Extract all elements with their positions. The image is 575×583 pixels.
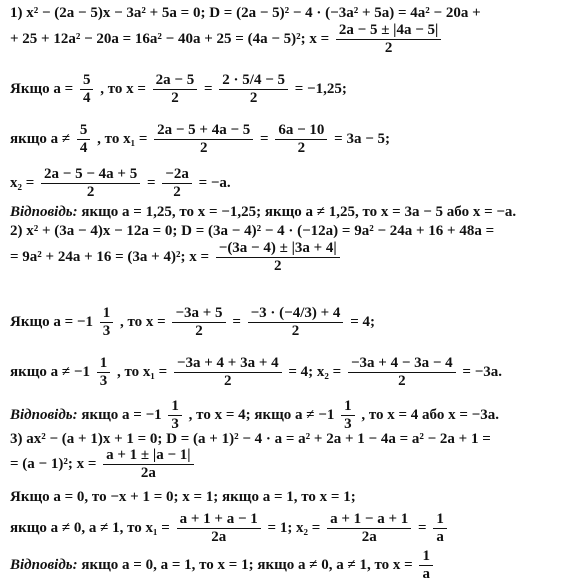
p2-root-numerator: −(3a − 4) ± |3a + 4| — [216, 240, 340, 258]
frac-den: 3 — [344, 416, 352, 432]
p1-x2-simplified — [162, 166, 192, 201]
p3-line-2 — [10, 447, 197, 482]
p3-x2-fraction — [327, 511, 411, 546]
equals-sign: = — [232, 313, 241, 330]
frac-den: 2 — [297, 140, 306, 156]
p1-line-5 — [10, 166, 231, 201]
p1-x1-result: = 3a − 5; — [334, 130, 390, 147]
p1-root-formula — [336, 22, 441, 57]
frac-den: 2 — [398, 373, 406, 389]
p2-case-then: , то x = — [119, 313, 166, 330]
p2-root-denominator: 2 — [274, 258, 282, 274]
p2-root-formula — [216, 240, 340, 275]
frac-num: −2a — [162, 166, 192, 184]
p3-x2-simplified — [433, 511, 447, 546]
p3-x1-result: = 1; x₂ = — [267, 519, 321, 536]
frac-num: 1 — [97, 355, 111, 373]
frac-num: 1 — [433, 511, 447, 529]
p2-else-label: якщо a ≠ −1 — [10, 363, 90, 380]
p3-line-4 — [10, 511, 450, 546]
p1-case-result: = −1,25; — [294, 80, 347, 97]
frac-num: −3 · (−4/3) + 4 — [248, 305, 344, 323]
frac-num: a + 1 − a + 1 — [327, 511, 411, 529]
frac-num: 1 — [100, 305, 114, 323]
frac-den: 2 — [249, 90, 258, 106]
frac-den: a — [436, 529, 444, 545]
p3-line-3: Якщо a = 0, то −x + 1 = 0; x = 1; якщо a = 1, то x = 1; — [10, 489, 356, 505]
p2-case-result: = 4; — [350, 313, 375, 330]
p3-root-denominator: 2a — [140, 465, 156, 481]
p3-root-formula — [103, 447, 193, 482]
frac-num: 2a − 5 — [153, 72, 198, 90]
frac-num: −3a + 5 — [172, 305, 225, 323]
p1-case-x-fraction — [153, 72, 198, 107]
p2-line-2 — [10, 240, 343, 275]
p1-x2-label: x₂ = — [10, 174, 35, 191]
p2-case-substitution — [248, 305, 344, 340]
p1-line-4 — [10, 122, 390, 157]
frac-num: 2a − 5 − 4a + 5 — [41, 166, 140, 184]
frac-den: 4 — [79, 140, 88, 156]
p2-answer-part-2: , то x = 4; якщо a ≠ −1 — [188, 406, 335, 423]
frac-den: 2 — [173, 184, 181, 200]
p1-else-then: , то x₁ = — [97, 130, 148, 147]
answer-label: Відповідь: — [10, 406, 78, 423]
p1-else-label: якщо a ≠ — [10, 130, 71, 147]
p1-line-2 — [10, 22, 444, 57]
frac-den: 2 — [224, 373, 232, 389]
p1-line-1: 1) x² − (2a − 5)x − 3a² + 5a = 0; D = (2a − 5)² − 4 · (−3a² + 5a) = 4a² − 20a + — [10, 5, 481, 21]
p2-answer-part-3: , то x = 4 або x = −3a. — [361, 406, 499, 423]
p2-case-mixed-fraction — [100, 305, 114, 340]
p3-answer-text: якщо a = 0, a = 1, то x = 1; якщо a ≠ 0, a ≠ 1, то x = — [81, 556, 413, 573]
equals-sign: = — [203, 80, 213, 97]
frac-num: 1 — [341, 398, 355, 416]
frac-den: 2a — [211, 529, 227, 545]
p3-root-numerator: a + 1 ± |a − 1| — [103, 447, 193, 465]
p2-x2-fraction — [348, 355, 456, 390]
p2-answer-mixed-fraction-2 — [341, 398, 355, 433]
p3-line-1: 3) ax² − (a + 1)x + 1 = 0; D = (a + 1)² − 4 · a = a² + 2a + 1 − 4a = a² − 2a + 1 = — [10, 431, 491, 447]
p2-line-4 — [10, 355, 502, 390]
p2-x2-result: = −3a. — [462, 363, 503, 380]
p1-root-denominator: 2 — [384, 40, 393, 56]
frac-den: 3 — [171, 416, 179, 432]
p2-line-2-text: = 9a² + 24a + 16 = (3a + 4)²; x = — [10, 248, 210, 265]
frac-num: −3a + 4 + 3a + 4 — [174, 355, 282, 373]
frac-num: 2 · 5/4 − 5 — [219, 72, 288, 90]
p2-answer — [10, 398, 499, 433]
frac-den: 2 — [86, 184, 95, 200]
frac-num: 1 — [168, 398, 182, 416]
p3-else-label: якщо a ≠ 0, a ≠ 1, то x₁ = — [10, 519, 170, 536]
p3-line-2-text: = (a − 1)²; x = — [10, 455, 97, 472]
p2-case-x-fraction — [172, 305, 225, 340]
p2-answer-part-1: якщо a = −1 — [81, 406, 162, 423]
p1-case-label: Якщо a = — [10, 80, 74, 97]
frac-den: 3 — [102, 323, 111, 339]
p1-line-2-text: + 25 + 12a² − 20a = 16a² − 40a + 25 = (4a − 5)²; x = — [10, 30, 330, 47]
frac-num: 5 — [77, 122, 91, 140]
p2-answer-mixed-fraction-1 — [168, 398, 182, 433]
p1-x1-simplified — [275, 122, 327, 157]
p1-root-numerator: 2a − 5 ± |4a − 5| — [336, 22, 441, 40]
p1-answer-text: якщо a = 1,25, то x = −1,25; якщо a ≠ 1,25, то x = 3a − 5 або x = −a. — [81, 204, 517, 220]
p1-x1-fraction — [154, 122, 253, 157]
p1-case-fraction — [80, 72, 94, 107]
p2-case-label: Якщо a = −1 — [10, 313, 93, 330]
p1-x2-result: = −a. — [198, 174, 231, 191]
p2-x1-fraction — [174, 355, 282, 390]
p1-case-then: , то x = — [100, 80, 146, 97]
frac-den: 4 — [82, 90, 91, 106]
p2-line-3 — [10, 305, 375, 340]
frac-den: 2 — [195, 323, 203, 339]
frac-num: −3a + 4 − 3a − 4 — [348, 355, 456, 373]
p3-x1-fraction — [177, 511, 261, 546]
frac-num: 6a − 10 — [275, 122, 327, 140]
p1-else-fraction — [77, 122, 91, 157]
answer-label: Відповідь: — [10, 204, 78, 220]
frac-den: 2 — [291, 323, 300, 339]
frac-den: a — [422, 566, 430, 582]
equals-sign: = — [146, 174, 156, 191]
frac-num: 5 — [80, 72, 94, 90]
frac-num: 1 — [419, 548, 433, 566]
frac-num: 2a − 5 + 4a − 5 — [154, 122, 253, 140]
p2-else-mixed-fraction — [97, 355, 111, 390]
answer-label: Відповідь: — [10, 556, 78, 573]
equals-sign: = — [260, 130, 269, 147]
p3-answer — [10, 548, 436, 583]
frac-den: 3 — [99, 373, 108, 389]
frac-den: 2 — [199, 140, 208, 156]
p3-answer-fraction — [419, 548, 433, 583]
frac-den: 2 — [171, 90, 179, 106]
p1-x2-fraction — [41, 166, 140, 201]
p1-case-substitution — [219, 72, 288, 107]
p2-else-then: , то x₁ = — [116, 363, 168, 380]
p2-x1-result: = 4; x₂ = — [288, 363, 342, 380]
equals-sign: = — [418, 519, 427, 536]
p2-line-1: 2) x² + (3a − 4)x − 12a = 0; D = (3a − 4)² − 4 · (−12a) = 9a² − 24a + 16 + 48a = — [10, 223, 495, 239]
p1-answer — [10, 203, 516, 221]
frac-den: 2a — [361, 529, 377, 545]
p1-line-3 — [10, 72, 347, 107]
frac-num: a + 1 + a − 1 — [177, 511, 261, 529]
